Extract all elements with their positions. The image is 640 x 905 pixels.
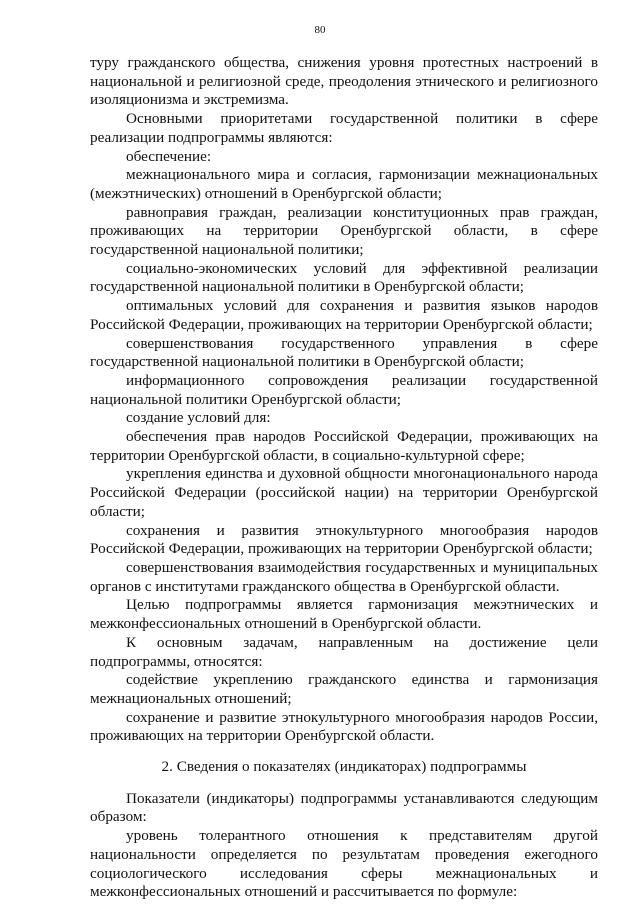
paragraph: межнационального мира и согласия, гармонизации межнациональных (межэтнических) отношений в Оренбургской области;: [90, 166, 598, 202]
paragraph: содействие укреплению гражданского единства и гармонизация межнациональных отношений;: [90, 671, 598, 707]
paragraph: обеспечение:: [126, 147, 212, 165]
paragraph: Показатели (индикаторы) подпрограммы устанавливаются следующим образом:: [90, 789, 598, 826]
paragraph: уровень толерантного отношения к представителям другой национальности определяется по результатам проведения ежегодного социологического исследования сферы межнациональных и межконфессиональных отношений и рассчитывается по формуле:: [90, 827, 598, 901]
document-body: [90, 54, 598, 902]
paragraph: совершенствования государственного управления в сфере государственной национальной политики в Оренбургской области;: [90, 334, 598, 371]
paragraph: оптимальных условий для сохранения и развития языков народов Российской Федерации, проживающих на территории Оренбургской области;: [90, 297, 598, 333]
paragraph: туру гражданского общества, снижения уровня протестных настроений в национальной и религиозной среде, преодоления этнического и религиозного изоляционизма и экстремизма.: [90, 54, 598, 109]
paragraph: социально-экономических условий для эффективной реализации государственной национальной политики в Оренбургской области;: [90, 259, 598, 296]
paragraph: информационного сопровождения реализации государственной национальной политики Оренбургской области;: [90, 371, 598, 408]
paragraph: сохранения и развития этнокультурного многообразия народов Российской Федерации, проживающих на территории Оренбургской области;: [90, 521, 598, 558]
paragraph: сохранение и развитие этнокультурного многообразия народов России, проживающих на территории Оренбургской области.: [90, 708, 598, 745]
paragraph: К основным задачам, направленным на достижение цели подпрограммы, относятся:: [90, 633, 598, 670]
paragraph: совершенствования взаимодействия государственных и муниципальных органов с институтами гражданского общества в Оренбургской области.: [90, 558, 598, 595]
paragraph: укрепления единства и духовной общности многонационального народа Российской Федерации (российской нации) на территории Оренбургской области;: [90, 465, 598, 520]
paragraph: равноправия граждан, реализации конституционных прав граждан, проживающих на территории Оренбургской области, в сфере государственной национальной политики;: [90, 203, 598, 259]
section-heading: 2. Сведения о показателях (индикаторах) подпрограммы: [161, 758, 527, 776]
page-number: 80: [314, 24, 326, 36]
paragraph: создание условий для:: [126, 409, 271, 427]
paragraph: обеспечения прав народов Российской Федерации, проживающих на территории Оренбургской области, в социально-культурной сфере;: [90, 428, 598, 464]
paragraph: Основными приоритетами государственной политики в сфере реализации подпрограммы являются:: [90, 110, 598, 146]
paragraph: Целью подпрограммы является гармонизация межэтнических и межконфессиональных отношений в Оренбургской области.: [90, 596, 598, 633]
